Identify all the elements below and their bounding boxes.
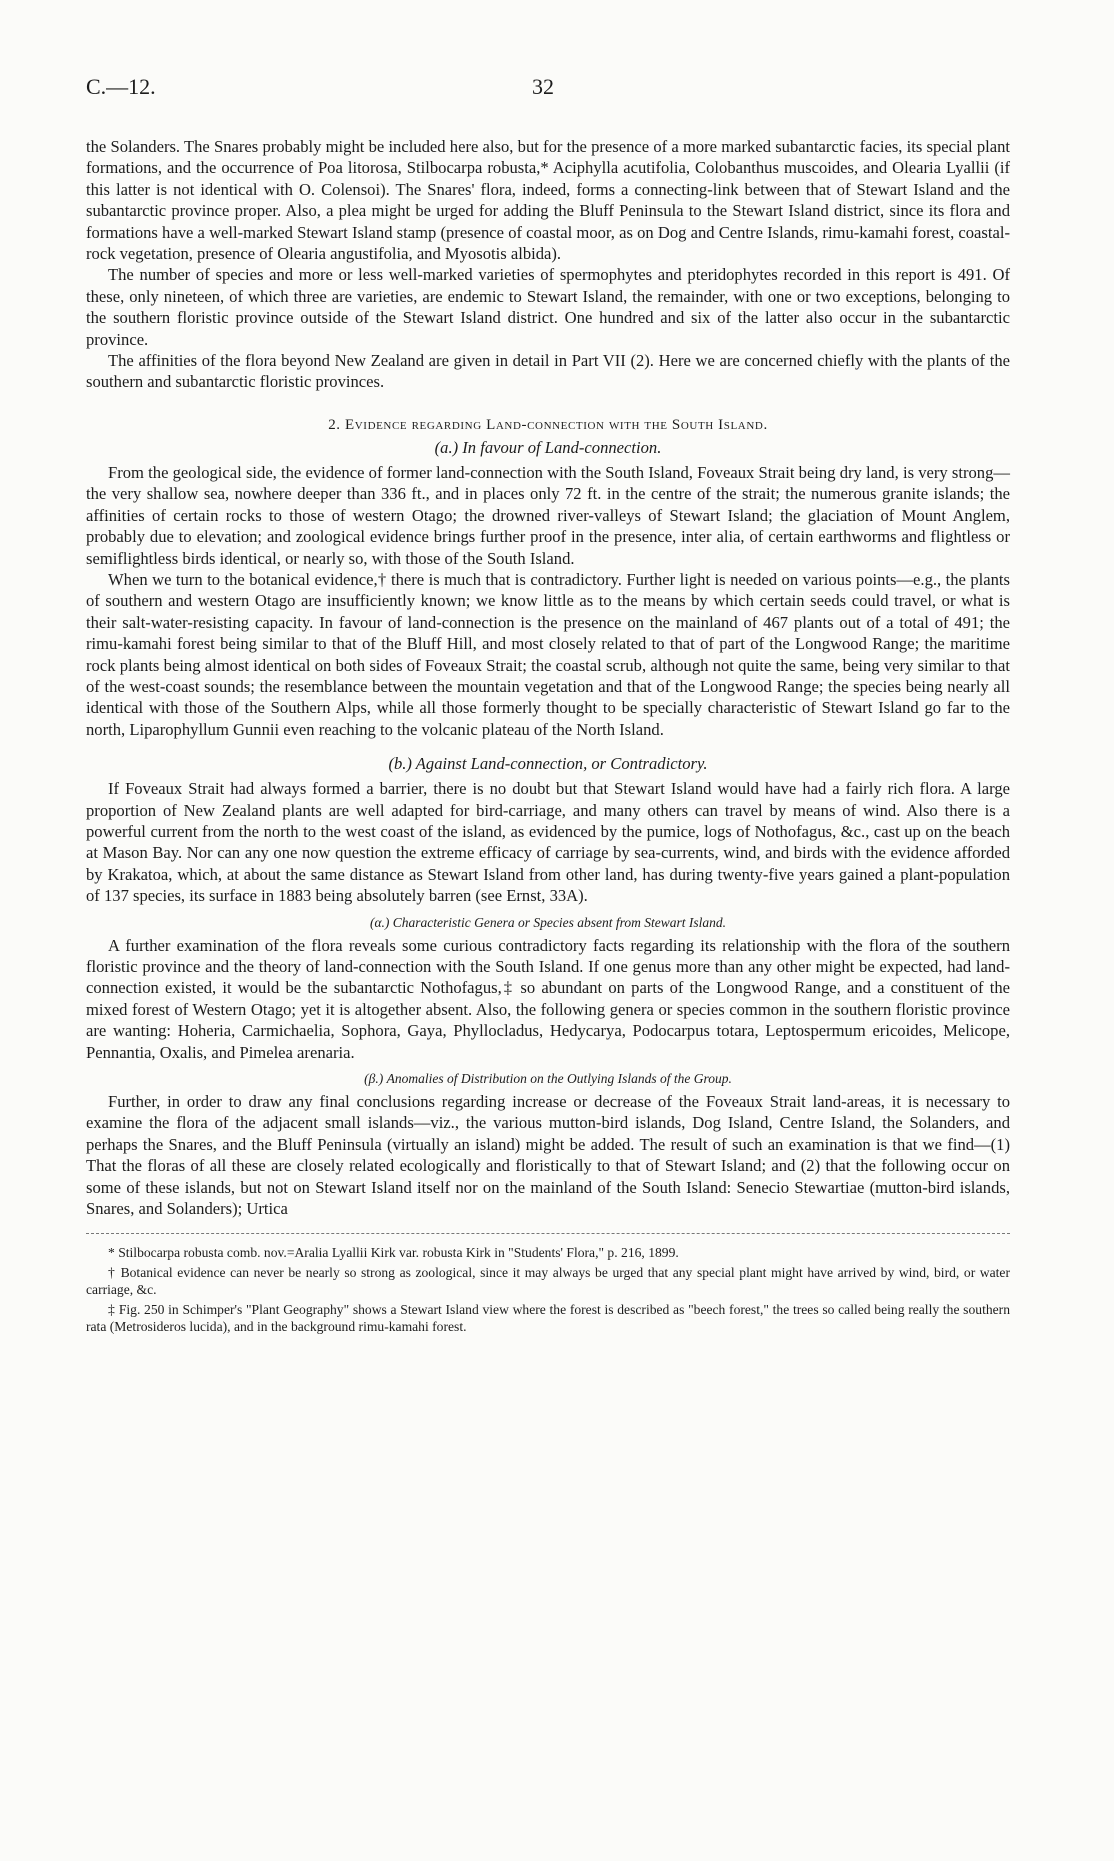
minor-heading-text: (α.) Characteristic Genera or Species absent from Stewart Island. <box>369 914 727 930</box>
subsection-heading-text: (a.) In favour of Land-connection. <box>434 437 662 457</box>
paragraph: A further examination of the flora reveals some curious contradictory facts regarding its relationship with the flora of the southern floristic province and the theory of land-connection with the South Island. If one genus more than any other might be expected, had land-connection existed, it would be the subantarctic Nothofagus,‡ so abundant on parts of the Longwood Range, and a constituent of the mixed forest of Western Otago; yet it is altogether absent. Also, the following genera or species common in the southern floristic province are wanting: Hoheria, Carmichaelia, Sophora, Gaya, Phyllocladus, Hedycarya, Podocarpus totara, Leptospermum ericoides, Melicope, Pennantia, Oxalis, and Pimelea arenaria. <box>86 935 1010 1062</box>
minor-heading <box>86 1071 1010 1087</box>
paragraph: the Solanders. The Snares probably might be included here also, but for the presence of a more marked subantarctic facies, its special plant formations, and the occurrence of Poa litorosa, Stilbocarpa robusta,* Aciphylla acutifolia, Colobanthus muscoides, and Olearia Lyallii (if this latter is not identical with O. Colensoi). The Snares' flora, indeed, forms a connecting-link between that of Stewart Island and the subantarctic province proper. Also, a plea might be urged for adding the Bluff Peninsula to the Stewart Island district, since its flora and formations have a well-marked Stewart Island stamp (presence of coastal moor, as on Dog and Centre Islands, rimu-kamahi forest, coastal-rock vegetation, presence of Olearia angustifolia, and Myosotis albida). <box>86 137 1010 264</box>
paragraph: When we turn to the botanical evidence,† there is much that is contradictory. Further light is needed on various points—e.g., the plants of southern and western Otago are insufficiently known; we know little as to the means by which certain seeds could travel, or what is their salt-water-resisting capacity. In favour of land-connection is the presence on the mainland of 467 plants out of a total of 491; the rimu-kamahi forest being similar to that of the Bluff Hill, and most closely related to that of part of the Longwood Range; the maritime rock plants being almost identical on both sides of Foveaux Strait; the coastal scrub, although not quite the same, being very similar to that of the west-coast sounds; the resemblance between the mountain vegetation and that of the Longwood Range; the species being nearly all identical with those of the Southern Alps, while all those formerly thought to be specially characteristic of Stewart Island go far to the north, Liparophyllum Gunnii even reaching to the volcanic plateau of the North Island. <box>86 569 1010 739</box>
paragraph: The affinities of the flora beyond New Zealand are given in detail in Part VII (2). Here we are concerned chiefly with the plants of the southern and subantarctic floristic provinces. <box>86 351 1010 392</box>
minor-heading-text: (β.) Anomalies of Distribution on the Outlying Islands of the Group. <box>364 1071 732 1087</box>
paragraph: The number of species and more or less well-marked varieties of spermophytes and pteridophytes recorded in this report is 491. Of these, only nineteen, of which three are varieties, are endemic to Stewart Island, the remainder, with one or two exceptions, belonging to the southern floristic province outside of the Stewart Island district. One hundred and six of the latter also occur in the subantarctic province. <box>86 265 1010 349</box>
document-code: C.—12. <box>86 74 156 99</box>
minor-heading <box>86 915 1010 931</box>
page-header <box>86 74 1010 114</box>
section-heading-text: 2. Evidence regarding Land-connection with the South Island. <box>328 416 768 433</box>
paragraph: If Foveaux Strait had always formed a barrier, there is no doubt but that Stewart Island would have had a fairly rich flora. A large proportion of New Zealand plants are well adapted for bird-carriage, and many others can travel by means of wind. Also there is a powerful current from the north to the west coast of the island, as evidenced by the pumice, logs of Nothofagus, &c., cast up on the beach at Mason Bay. Nor can any one now question the extreme efficacy of carriage by sea-currents, wind, and birds with the evidence afforded by Krakatoa, which, at about the same distance as Stewart Island from other land, has during twenty-five years gained a plant-population of 137 species, its surface in 1883 being absolutely barren (see Ernst, 33A). <box>86 779 1010 906</box>
subsection-heading-text: (b.) Against Land-connection, or Contradictory. <box>388 754 708 774</box>
footnote: ‡ Fig. 250 in Schimper's "Plant Geography" shows a Stewart Island view where the forest is described as "beech forest," the trees so called being really the southern rata (Metrosideros lucida), and in the background rimu-kamahi forest. <box>86 1302 1010 1335</box>
subsection-heading <box>86 438 1010 458</box>
footnotes <box>86 1244 1010 1335</box>
body-text <box>86 136 1010 1219</box>
footnote-divider <box>86 1233 1010 1234</box>
page-number: 32 <box>532 74 554 99</box>
paragraph: From the geological side, the evidence of former land-connection with the South Island, Foveaux Strait being dry land, is very strong—the very shallow sea, nowhere deeper than 336 ft., and in places only 72 ft. in the centre of the strait; the numerous granite islands; the affinities of certain rocks to those of western Otago; the drowned river-valleys of Stewart Island; the glaciation of Mount Anglem, probably due to elevation; and zoological evidence brings further proof in the presence, inter alia, of certain earthworms and flightless or semiflightless birds identical, or nearly so, with those of the South Island. <box>86 462 1010 568</box>
subsection-heading <box>86 754 1010 774</box>
footnote: * Stilbocarpa robusta comb. nov.=Aralia Lyallii Kirk var. robusta Kirk in "Students' Flora," p. 216, 1899. <box>108 1245 679 1261</box>
section-heading <box>86 417 1010 434</box>
paragraph: Further, in order to draw any final conclusions regarding increase or decrease of the Foveaux Strait land-areas, it is necessary to examine the flora of the adjacent small islands—viz., the various mutton-bird islands, Dog Island, Centre Island, the Solanders, and perhaps the Snares, and the Bluff Peninsula (virtually an island) might be added. The result of such an examination is that we find—(1) That the floras of all these are closely related ecologically and floristically to that of Stewart Island; and (2) that the following occur on some of these islands, but not on Stewart Island itself nor on the mainland of the South Island: Senecio Stewartiae (mutton-bird islands, Snares, and Solanders); Urtica <box>86 1092 1010 1219</box>
footnote: † Botanical evidence can never be nearly so strong as zoological, since it may always be urged that any special plant might have arrived by wind, bird, or water carriage, &c. <box>86 1265 1010 1298</box>
